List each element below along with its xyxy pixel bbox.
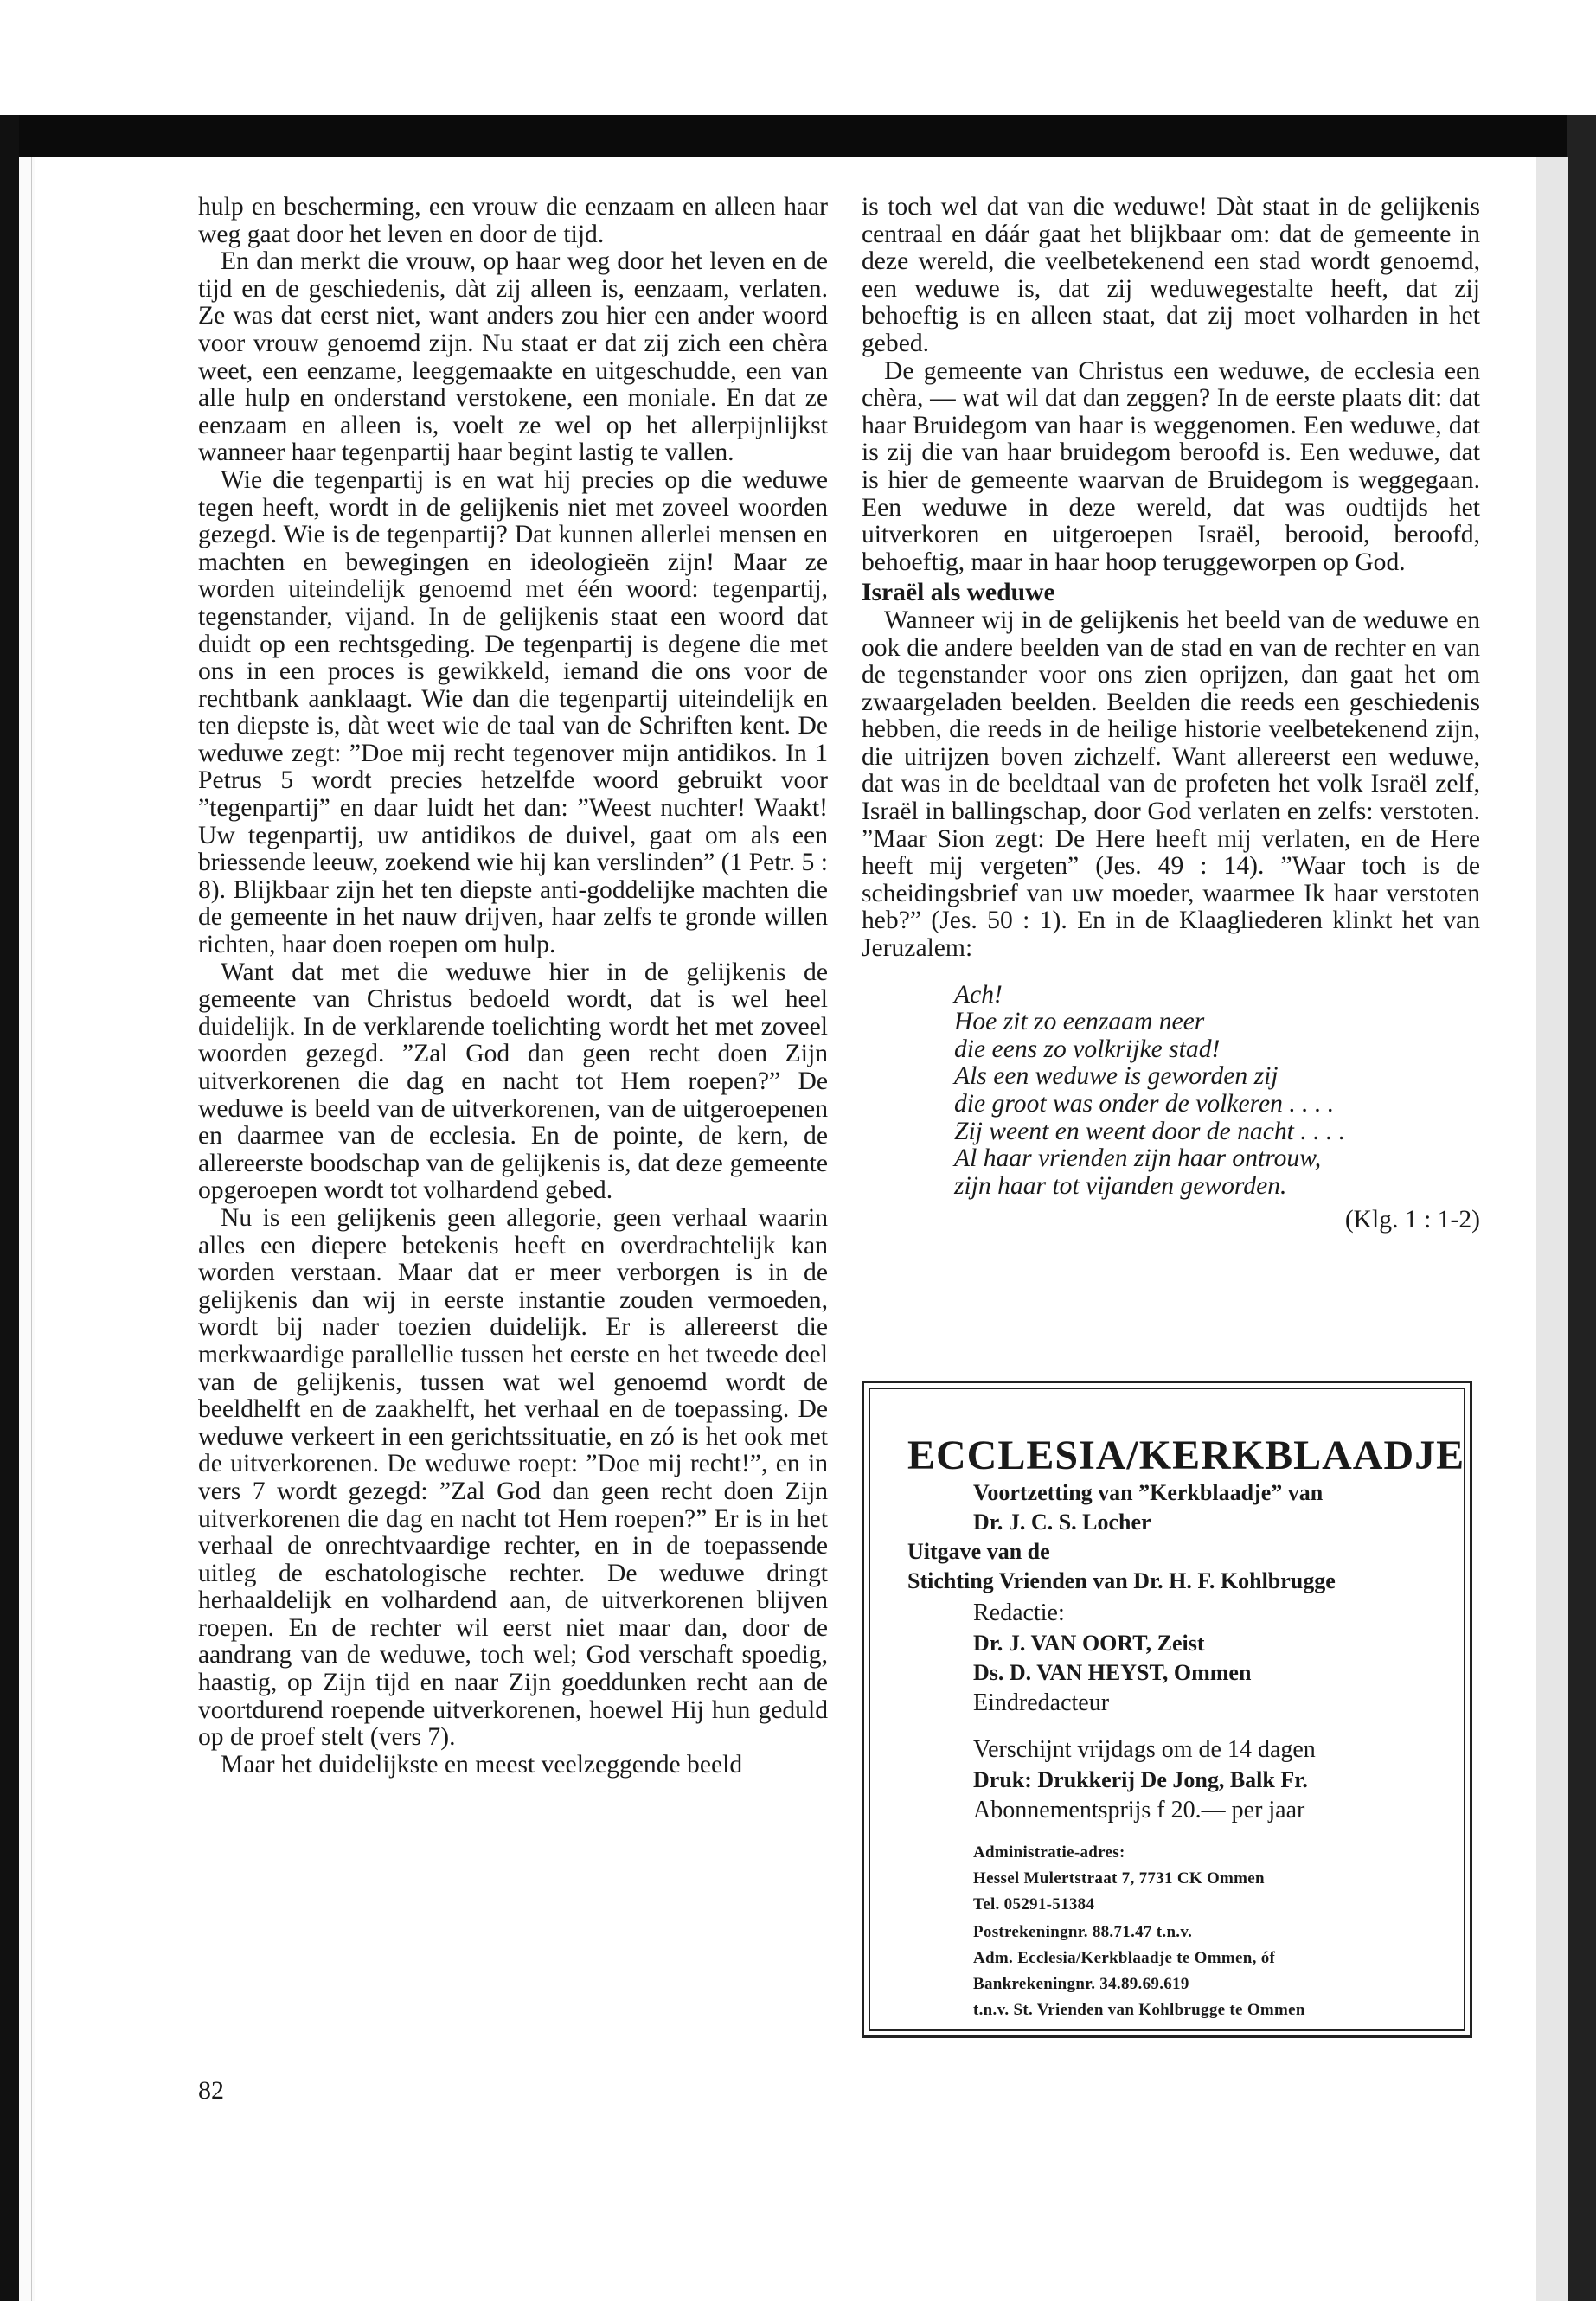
colophon-admin-giro: Postrekeningnr. 88.71.47 t.n.v. <box>973 1923 1193 1941</box>
colophon-frequency: Verschijnt vrijdags om de 14 dagen <box>973 1736 1316 1763</box>
colophon-editors-label: Redactie: <box>973 1599 1065 1626</box>
poem <box>954 982 1480 1201</box>
scan-right-edge <box>1567 115 1596 2301</box>
left-paragraph-1: hulp en bescherming, een vrouw die eenzaam en alleen haar weg gaat door het leven en door de tijd. <box>198 193 828 248</box>
left-column <box>198 194 828 1779</box>
left-paragraph-3: Wie die tegenpartij is en wat hij precies op die weduwe tegen heeft, wordt in de gelijkenis niet met zoveel woorden gezegd. Wie is de tegenpartij? Dat kunnen allerlei mensen en machten en bewegingen en ideologieën zijn! Maar ze worden uiteindelijk genoemd met één woord: tegenpartij, tegenstander, vijand. In de gelijkenis staat een woord dat duidt op een rechtsgeding. De tegenpartij is degene die met ons in een proces is gewikkeld, iemand die ons voor de rechtbank aanklaagt. Wie dan die tegenpartij uiteindelijk en ten diepste is, dàt weet wie de taal van de Schriften kent. De weduwe zegt: ”Doe mij recht tegenover mijn antidikos. In 1 Petrus 5 wordt precies hetzelfde woord gebruikt voor ”tegenpartij” en daar luidt het dan: ”Weest nuchter! Waakt! Uw tegenpartij, uw antidikos de duivel, gaat om als een briessende leeuw, zoekend wie hij kan verslinden” (1 Petr. 5 : 8). Blijkbaar zijn het ten diepste anti-goddelijke machten die de gemeente in het nauw drijven, haar zelfs te gronde willen richten, haar doen roepen om hulp. <box>198 465 828 959</box>
colophon-editor-2: Ds. D. VAN HEYST, Ommen <box>973 1660 1252 1685</box>
colophon-admin-tel: Tel. 05291-51384 <box>973 1895 1095 1913</box>
scan-top-edge <box>0 115 1596 157</box>
colophon-title: ECCLESIA/KERKBLAADJE <box>907 1433 1465 1478</box>
poem-line: die eens zo volkrijke stad! <box>954 1035 1221 1063</box>
section-heading: Israël als weduwe <box>862 579 1055 607</box>
page-fold <box>1535 157 1568 2301</box>
colophon-subtitle-1: Voortzetting van ”Kerkblaadje” van <box>973 1480 1324 1505</box>
colophon-admin-holder: Adm. Ecclesia/Kerkblaadje te Ommen, óf <box>973 1949 1276 1967</box>
colophon-box <box>862 1381 1472 2038</box>
left-paragraph-4: Want dat met die weduwe hier in de gelijkenis de gemeente van Christus bedoeld wordt, dat is wel heel duidelijk. In de verklarende toelichting wordt het met zoveel woorden gezegd. ”Zal God dan geen recht doen Zijn uitverkorenen die dag en nacht tot Hem roepen?” De weduwe is beeld van de uitverkorenen, van de uitgeroepenen en daarmee van de ecclesia. En de pointe, de kern, de allereerste boodschap van de gelijkenis is, dat deze gemeente opgeroepen wordt tot volhardend gebed. <box>198 958 828 1205</box>
poem-line: Als een weduwe is geworden zij <box>954 1062 1279 1091</box>
right-column <box>862 194 1480 1234</box>
colophon-admin-address: Hessel Mulertstraat 7, 7731 CK Ommen <box>973 1869 1265 1888</box>
colophon-admin-bank-holder: t.n.v. St. Vrienden van Kohlbrugge te Ommen <box>973 2001 1305 2019</box>
colophon-editor-1: Dr. J. VAN OORT, Zeist <box>973 1631 1205 1656</box>
page-number: 82 <box>198 2076 224 2105</box>
poem-line: Ach! <box>954 980 1003 1009</box>
left-paragraph-5: Nu is een gelijkenis geen allegorie, geen verhaal waarin alles een diepere betekenis heeft en overdrachtelijk kan worden verstaan. Maar dat er meer verborgen is in de gelijkenis dan wij in eerste instantie zouden vermoeden, wordt bij nader toezien duidelijk. Er is allereerst die merkwaardige parallellie tussen het eerste en het tweede deel van de gelijkenis, tussen wat wel genoemd wordt de beeldhelft en de zaakhelft, het verhaal en de toepassing. De weduwe verkeert in een gerichtssituatie, en zó is het ook met de uitverkorenen. De weduwe roept: ”Doe mij recht!”, en in vers 7 wordt gezegd: ”Zal God dan geen recht doen Zijn uitverkorenen die dag en nacht tot Hem roepen?” Er is in het verhaal de onrechtvaardige rechter, en in de toepassende uitleg de eschatologische rechter. De weduwe dringt herhaaldelijk en volhardend aan, de uitverkorenen blijven roepen. En de rechter wil eerst niet maar dan, door de aandrang van de weduwe, toch wel; God verschaft spoedig, haastig, op Zijn tijd en naar Zijn goeddunken recht aan de voortdurend roepende uitverkorenen, hoewel Hij hun geduld op de proef stelt (vers 7). <box>198 1203 828 1752</box>
poem-line: Zij weent en weent door de nacht . . . . <box>954 1117 1346 1145</box>
colophon-printer: Druk: Drukkerij De Jong, Balk Fr. <box>973 1767 1308 1792</box>
colophon-subtitle-2: Dr. J. C. S. Locher <box>973 1509 1151 1535</box>
colophon-publisher-2: Stichting Vrienden van Dr. H. F. Kohlbrugge <box>907 1568 1336 1593</box>
right-paragraph-3: Wanneer wij in de gelijkenis het beeld van de weduwe en ook die andere beelden van de stad en van de rechter en van de tegenstander voor ons zien oprijzen, dan gaat het om zwaargeladen beelden. Beelden die reeds een geschiedenis hebben, die reeds in de heilige historie veelbetekenend zijn, die uitrijzen boven zichzelf. Want allereerst een weduwe, dat was in de beeldtaal van de profeten het volk Israël zelf, Israël in ballingschap, door God verlaten en zelfs: verstoten. ”Maar Sion zegt: De Here heeft mij verlaten, en de Here heeft mij vergeten” (Jes. 49 : 14). ”Waar toch is de scheidingsbrief van uw moeder, waarmee Ik haar verstoten heb?” (Jes. 50 : 1). En in de Klaagliederen klinkt het van Jeruzalem: <box>862 606 1480 963</box>
poem-citation: (Klg. 1 : 1-2) <box>1344 1206 1480 1234</box>
right-paragraph-2: De gemeente van Christus een weduwe, de ecclesia een chèra, — wat wil dat dan zeggen? In de eerste plaats dit: dat haar Bruidegom van haar is weggenomen. Een weduwe, dat is zij die van haar bruidegom beroofd is. Een weduwe, dat is hier de gemeente waarvan de Bruidegom is weggegaan. Een weduwe in deze wereld, dat was oudtijds het uitverkoren en uitgeroepen Israël, berooid, beroofd, behoeftig, maar in haar hoop teruggeworpen op God. <box>862 356 1480 576</box>
left-paragraph-6: Maar het duidelijkste en meest veelzeggende beeld <box>221 1750 743 1779</box>
colophon-admin-label: Administratie-adres: <box>973 1843 1125 1862</box>
colophon-admin-bank: Bankrekeningnr. 34.89.69.619 <box>973 1975 1189 1993</box>
colophon-chief-label: Eindredacteur <box>973 1689 1110 1716</box>
poem-line: Al haar vrienden zijn haar ontrouw, <box>954 1144 1322 1173</box>
colophon-subscription: Abonnementsprijs f 20.— per jaar <box>973 1797 1305 1823</box>
right-paragraph-1: is toch wel dat van die weduwe! Dàt staat in de gelijkenis centraal en dáár gaat het blijkbaar om: dat de gemeente in deze wereld, die veelbetekenend een stad wordt genoemd, een weduwe is, dat zij weduwegestalte heeft, dat zij behoeftig is en alleen staat, dat zij moet volharden in het gebed. <box>862 193 1480 357</box>
poem-line: Hoe zit zo eenzaam neer <box>954 1008 1205 1036</box>
poem-line: zijn haar tot vijanden geworden. <box>954 1171 1287 1200</box>
colophon-publisher-1: Uitgave van de <box>907 1539 1050 1564</box>
poem-line: die groot was onder de volkeren . . . . <box>954 1090 1335 1118</box>
scan-left-edge <box>0 115 19 2301</box>
left-paragraph-2: En dan merkt die vrouw, op haar weg door het leven en de tijd en de geschiedenis, dàt zij alleen is, eenzaam, verlaten. Ze was dat eerst niet, want anders zou hier een ander woord voor vrouw genoemd zijn. Nu staat er dat zij zich een chèra weet, een eenzame, leeggemaakte en uitgeschudde, een van alle hulp en onderstand verstokene, een moniale. En dat ze eenzaam en alleen is, voelt ze wel op het allerpijnlijkst wanneer haar tegenpartij haar begint lastig te vallen. <box>198 247 828 467</box>
